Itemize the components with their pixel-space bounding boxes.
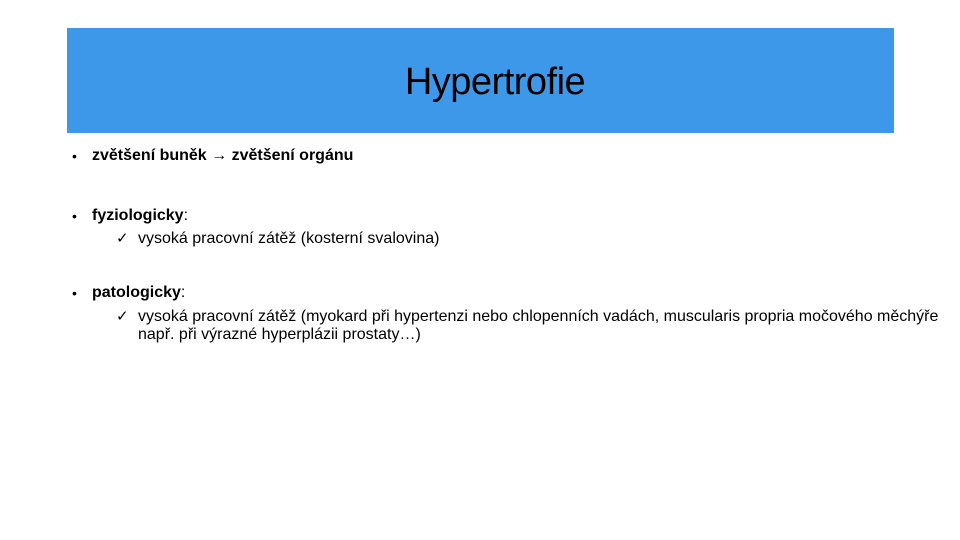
sub-bullet-text: vysoká pracovní zátěž (kosterní svalovina) xyxy=(138,230,440,247)
bullet-text: patologicky xyxy=(92,284,181,301)
checkmark-icon: ✓ xyxy=(116,230,129,247)
bullet-marker: • xyxy=(72,285,77,301)
sub-bullet-item xyxy=(72,308,958,344)
bullet-colon: : xyxy=(180,284,186,301)
bullet-item xyxy=(72,145,353,167)
sub-bullet-text: vysoká pracovní zátěž (myokard při hypertenzi nebo chlopenních vadách, muscularis propria močového měchýře např. při výrazné hyperplázii prostaty…) xyxy=(138,308,939,343)
sub-bullet-item xyxy=(72,230,958,248)
bullet-item xyxy=(72,205,188,227)
bullet-colon: : xyxy=(183,207,189,224)
bullet-marker: • xyxy=(72,208,77,224)
slide-title: Hypertrofie xyxy=(404,61,586,103)
checkmark-icon: ✓ xyxy=(116,308,129,325)
bullet-text: fyziologicky xyxy=(92,207,184,224)
bullet-marker: • xyxy=(72,148,77,164)
bullet-item xyxy=(72,282,185,304)
bullet-text: zvětšení buněk → zvětšení orgánu xyxy=(92,147,354,164)
